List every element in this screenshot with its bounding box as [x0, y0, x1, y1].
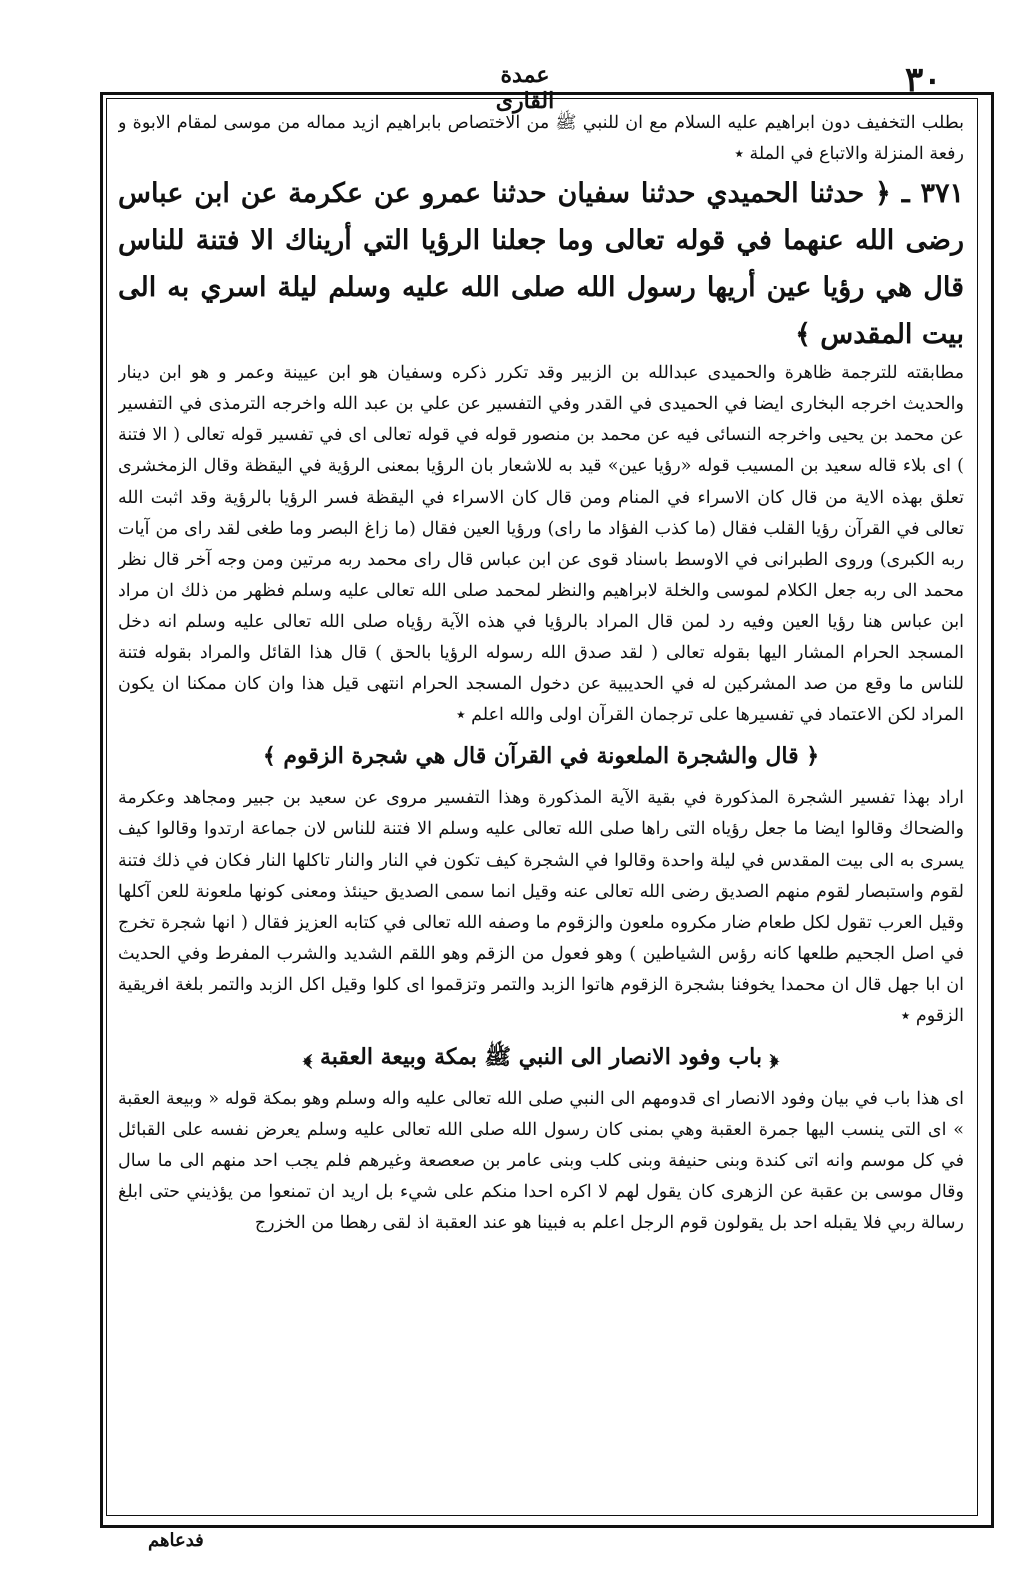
- hadith-371: ٣٧١ ـ ﴿ حدثنا الحميدي حدثنا سفيان حدثنا عمرو عن عكرمة عن ابن عباس رضى الله عنهما في قوله تعالى وما جعلنا الرؤيا التي أريناك الا فتنة للناس قال هي رؤيا عين أريها رسول الله صلى الله عليه وسلم ليلة اسري به الى بيت المقدس ﴾: [118, 178, 964, 351]
- catchword: فدعاهم: [148, 1530, 204, 1551]
- intro-paragraph: بطلب التخفيف دون ابراهيم عليه السلام مع ان للنبي ﷺ من الاختصاص بابراهيم ازيد مماله من موسى لمقام الابوة و رفعة المنزلة والاتباع في الملة ٭: [118, 113, 964, 165]
- commentary-paragraph-1: مطابقته للترجمة ظاهرة والحميدى عبدالله بن الزبير وقد تكرر ذكره وسفيان هو ابن عيينة وعمر و هو ابن دينار والحديث اخرجه البخارى ايضا في الحميدى في القدر وفي التفسير عن علي بن عبد الله واخرجه الترمذى في التفسير عن محمد بن يحيى واخرجه النسائى فيه عن محمد بن منصور قوله في قوله تعالى اى في تفسير قوله تعالى ( الا فتنة ) اى بلاء قاله سعيد بن المسيب قوله «رؤيا عين» قيد به للاشعار بان الرؤيا بمعنى الرؤية في اليقظة وقال الزمخشرى تعلق بهذه الاية من قال كان الاسراء في المنام ومن قال كان الاسراء في اليقظة فسر الرؤيا بالرؤية وقد اثبت الله تعالى في القرآن رؤيا القلب فقال (ما كذب الفؤاد ما راى) ورؤيا العين فقال (ما زاغ البصر وما طغى لقد راى من آيات ربه الكبرى) وروى الطبرانى في الاوسط باسناد قوى عن ابن عباس قال راى محمد ربه مرتين ومن وجه آخر قال نظر محمد الى ربه جعل الكلام لموسى والخلة لابراهيم والنظر لمحمد صلى الله تعالى عليه وسلم فظهر من ذلك ان مراد ابن عباس هنا رؤيا العين وفيه رد لمن قال المراد بالرؤيا في هذه الآية رؤياه صلى الله تعالى عليه وسلم انه دخل المسجد الحرام المشار اليها بقوله تعالى ( لقد صدق الله رسوله الرؤيا بالحق ) قال هذا القائل والمراد بقوله فتنة للناس ما وقع من صد المشركين له في الحديبية عن دخول المسجد الحرام انتهى قيل هذا وان كان ممكنا ان يكون المراد لكن الاعتماد في تفسيرها على ترجمان القرآن اولى والله اعلم ٭: [118, 363, 964, 726]
- main-text-block: [118, 108, 964, 1508]
- running-title: عمدة القارى: [495, 62, 555, 114]
- chapter-heading-wufud-al-ansar: ﴿ باب وفود الانصار الى النبي ﷺ بمكة وبيعة العقبة ﴾: [303, 1044, 779, 1071]
- section-heading-shajara: ﴿ قال والشجرة الملعونة في القرآن قال هي شجرة الزقوم ﴾: [262, 743, 820, 770]
- commentary-paragraph-2: اراد بهذا تفسير الشجرة المذكورة في بقية الآية المذكورة وهذا التفسير مروى عن سعيد بن جبير ومجاهد وعكرمة والضحاك وقالوا ايضا ما جعل رؤياه التى راها صلى الله تعالى عليه وسلم الا فتنة للناس لان جماعة ارتدوا وقالوا كيف يسرى به الى بيت المقدس في ليلة واحدة وقالوا في الشجرة كيف تكون في النار والنار تاكلها النار فكان في ذلك فتنة لقوم واستبصار لقوم منهم الصديق رضى الله تعالى عنه وقيل انما سمى الصديق حينئذ ومعنى كونها ملعونة للعن آكلها وقيل العرب تقول لكل طعام ضار مكروه ملعون والزقوم ما وصفه الله تعالى في كتابه العزيز فقال ( انها شجرة تخرج في اصل الجحيم طلعها كانه رؤس الشياطين ) وهو فعول من الزقم وهو اللقم الشديد والشرب المفرط وفي الحديث ان ابا جهل قال ان محمدا يخوفنا بشجرة الزقوم هاتوا الزبد والتمر وتزقموا اى كلوا وقيل اكل الزبد والتمر بلغة افريقية الزقوم ٭: [118, 788, 964, 1026]
- commentary-paragraph-3: اى هذا باب في بيان وفود الانصار اى قدومهم الى النبي صلى الله تعالى عليه واله وسلم وهو بمكة قوله « وبيعة العقبة » اى التى ينسب اليها جمرة العقبة وهي بمنى كان رسول الله صلى الله تعالى عليه وسلم يعرض نفسه على القبائل في كل موسم وانه اتى كندة وبنى حنيفة وبنى كلب وبنى عامر بن صعصعة وغيرهم فلم يجب احد منهم الى ما سال وقال موسى بن عقبة عن الزهرى كان يقول لهم لا اكره احدا منكم على شيء بل اريد ان تمنعوا من يؤذيني حتى ابلغ رسالة ربي فلا يقبله احد بل يقولون قوم الرجل اعلم به فبينا هو عند العقبة اذ لقى رهطا من الخزرج: [118, 1089, 964, 1234]
- page-number: ۳۰: [905, 60, 942, 100]
